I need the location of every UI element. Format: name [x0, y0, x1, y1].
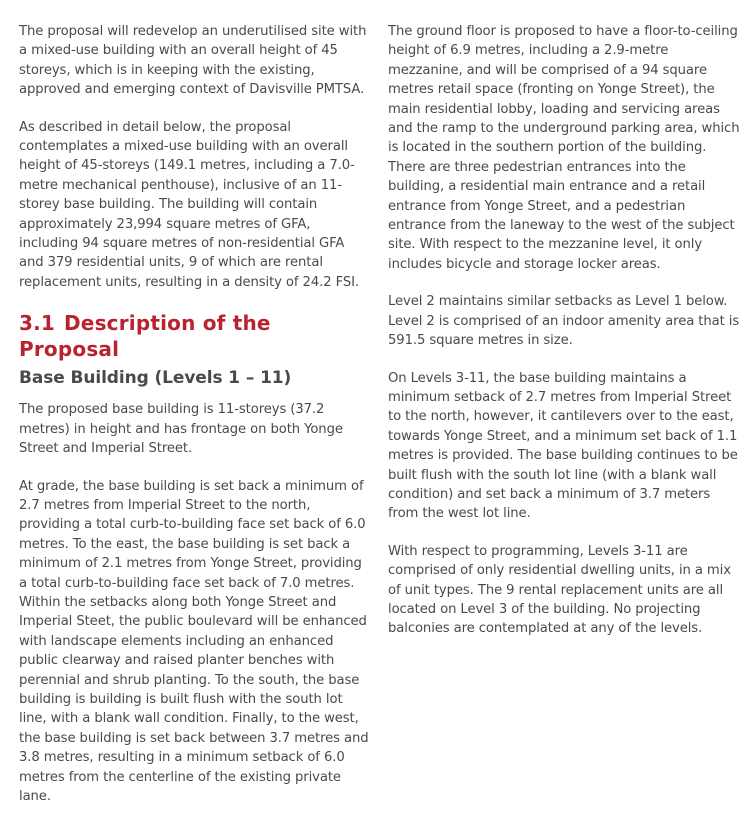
base-building-paragraph: The proposed base building is 11-storeys (37.2 metres) in height and has frontage on both Yonge Street and Imperial Street. [19, 402, 343, 457]
level-2-paragraph: Level 2 maintains similar setbacks as Level 1 below. Level 2 is comprised of an indoor amenity area that is 591.5 square metres in size. [388, 294, 740, 349]
proposal-summary-paragraph: As described in detail below, the proposal contemplates a mixed-use building with an overall height of 45-storeys (149.1 metres, including a 7.0-metre mechanical penthouse), inclusive of an 11-storey base building. The building will contain approximately 23,994 square metres of GFA, including 94 square metres of non-residential GFA and 379 residential units, 9 of which are rental replacement units, resulting in a density of 24.2 FSI. [19, 119, 359, 290]
ground-floor-paragraph: The ground floor is proposed to have a floor-to-ceiling height of 6.9 metres, including a 2.9-metre mezzanine, and will be comprised of a 94 square metres retail space (fronting on Yonge Street), the main residential lobby, loading and servicing areas and the ramp to the underground parking area, which is located in the southern portion of the building. There are three pedestrian entrances into the building, a residential main entrance and a retail entrance from Yonge Street, and a pedestrian entrance from the laneway to the west of the subject site. With respect to the mezzanine level, it only includes bicycle and storage locker areas. [388, 24, 740, 272]
section-title: Description of the Proposal [19, 311, 271, 362]
section-heading [19, 310, 371, 362]
section-number: 3.1 [19, 311, 56, 336]
at-grade-paragraph: At grade, the base building is set back a minimum of 2.7 metres from Imperial Street to the north, providing a total curb-to-building face set back of 6.0 metres. To the east, the base building is set back a minimum of 2.1 metres from Yonge Street, providing a total curb-to-building face set back of 7.0 metres. Within the setbacks along both Yonge Street and Imperial Steet, the public boulevard will be enhanced with landscape elements including an enhanced public clearway and raised planter benches with perennial and shrub planting. To the south, the base building is building is built flush with the south lot line, with a blank wall condition. Finally, to the west, the base building is set back between 3.7 metres and 3.8 metres, resulting in a minimum setback of 6.0 metres from the centerline of the existing private lane. [19, 478, 369, 804]
levels-3-11-paragraph: On Levels 3-11, the base building maintains a minimum setback of 2.7 metres from Imperial Street to the north, however, it cantilevers over to the east, towards Yonge Street, and a minimum set back of 1.1 metres is provided. The base building continues to be built flush with the south lot line (with a blank wall condition) and set back a minimum of 3.7 meters from the west lot line. [388, 370, 738, 522]
subheading: Base Building (Levels 1 – 11) [19, 368, 292, 389]
left-column [19, 22, 371, 824]
right-column [388, 22, 742, 657]
intro-paragraph: The proposal will redevelop an underutilised site with a mixed-use building with an overall height of 45 storeys, which is in keeping with the existing, approved and emerging context of Davisville PMTSA. [19, 24, 367, 98]
programming-paragraph: With respect to programming, Levels 3-11 are comprised of only residential dwelling units, in a mix of unit types. The 9 rental replacement units are all located on Level 3 of the building. No projecting balconies are contemplated at any of the levels. [388, 543, 731, 637]
